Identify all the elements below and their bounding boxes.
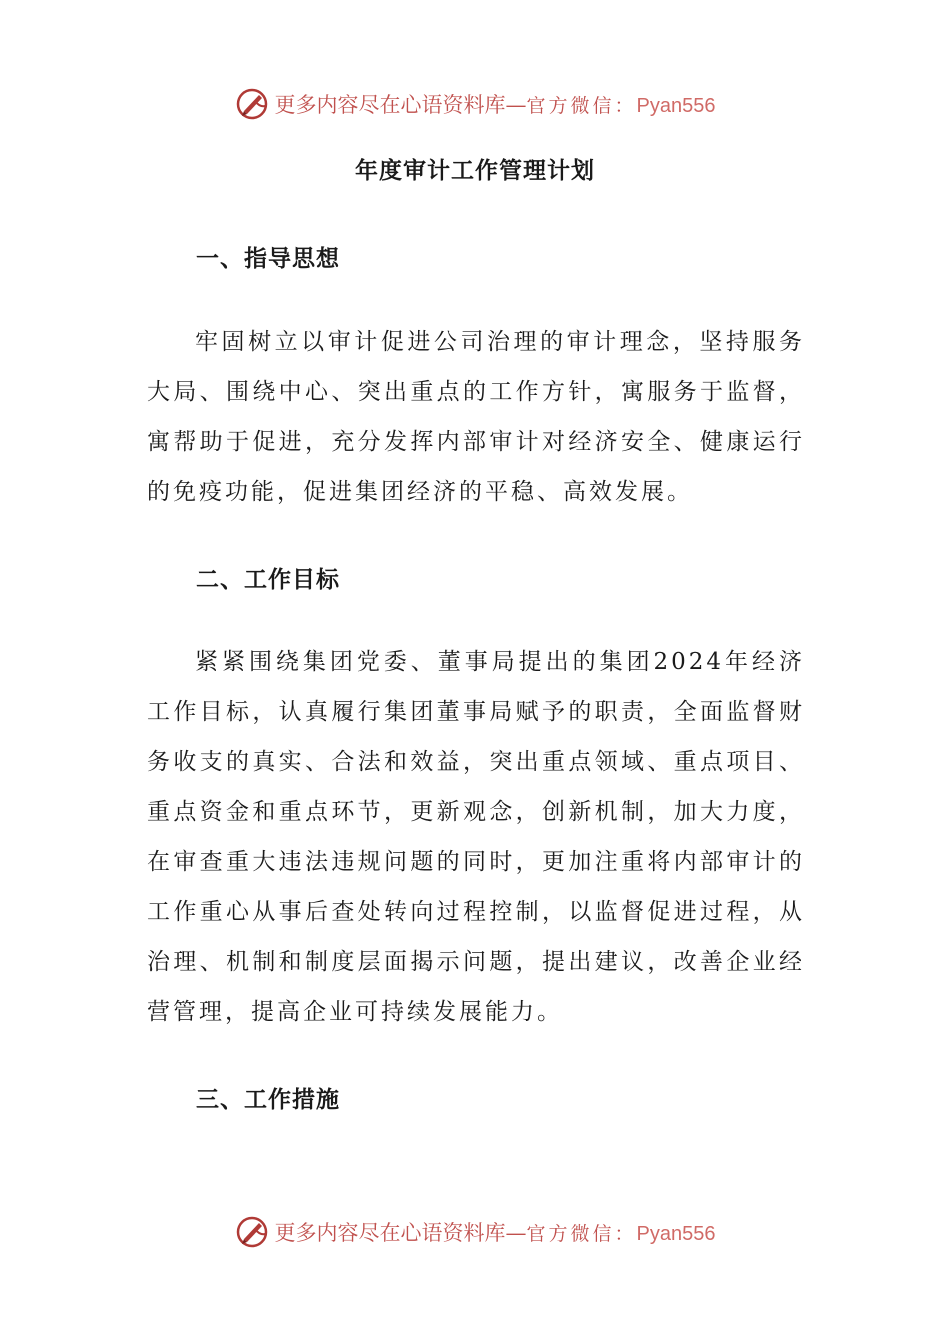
section-heading-guiding-ideology: 一、指导思想 bbox=[196, 246, 340, 272]
pen-logo-icon bbox=[235, 1215, 269, 1249]
banner-official-label: 官方微信： bbox=[526, 1223, 637, 1245]
banner-text bbox=[275, 89, 716, 119]
section-paragraph-work-goals: 紧紧围绕集团党委、董事局提出的集团2024年经济工作目标，认真履行集团董事局赋予的职责，全面监督财务收支的真实、合法和效益，突出重点领域、重点项目、重点资金和重点环节，更新观念，创新机制，加大力度，在审查重大违法违规问题的同时，更加注重将内部审计的工作重心从事后查处转向过程控制，以监督促进过程，从治理、机制和制度层面揭示问题，提出建议，改善企业经营管理，提高企业可持续发展能力。 bbox=[147, 649, 805, 1025]
section-heading-work-goals: 二、工作目标 bbox=[196, 567, 340, 593]
banner-dash: — bbox=[505, 93, 527, 117]
banner-main-text: 更多内容尽在心语资料库 bbox=[274, 93, 506, 117]
pen-logo-icon bbox=[235, 87, 269, 121]
banner-content bbox=[235, 1215, 716, 1249]
banner-dash: — bbox=[505, 1221, 527, 1245]
section-heading-work-measures: 三、工作措施 bbox=[196, 1087, 340, 1113]
section-paragraph-guiding-ideology: 牢固树立以审计促进公司治理的审计理念，坚持服务大局、围绕中心、突出重点的工作方针，寓服务于监督，寓帮助于促进，充分发挥内部审计对经济安全、健康运行的免疫功能，促进集团经济的平稳、高效发展。 bbox=[147, 329, 805, 505]
banner-main-text: 更多内容尽在心语资料库 bbox=[274, 1221, 506, 1245]
footer-banner bbox=[0, 1212, 950, 1252]
banner-content bbox=[235, 87, 716, 121]
header-banner bbox=[0, 84, 950, 124]
banner-wechat-id: Pyan556 bbox=[636, 95, 716, 117]
document-title: 年度审计工作管理计划 bbox=[355, 158, 595, 184]
banner-wechat-id: Pyan556 bbox=[636, 1223, 716, 1245]
banner-text bbox=[275, 1217, 716, 1247]
banner-official-label: 官方微信： bbox=[526, 95, 637, 117]
